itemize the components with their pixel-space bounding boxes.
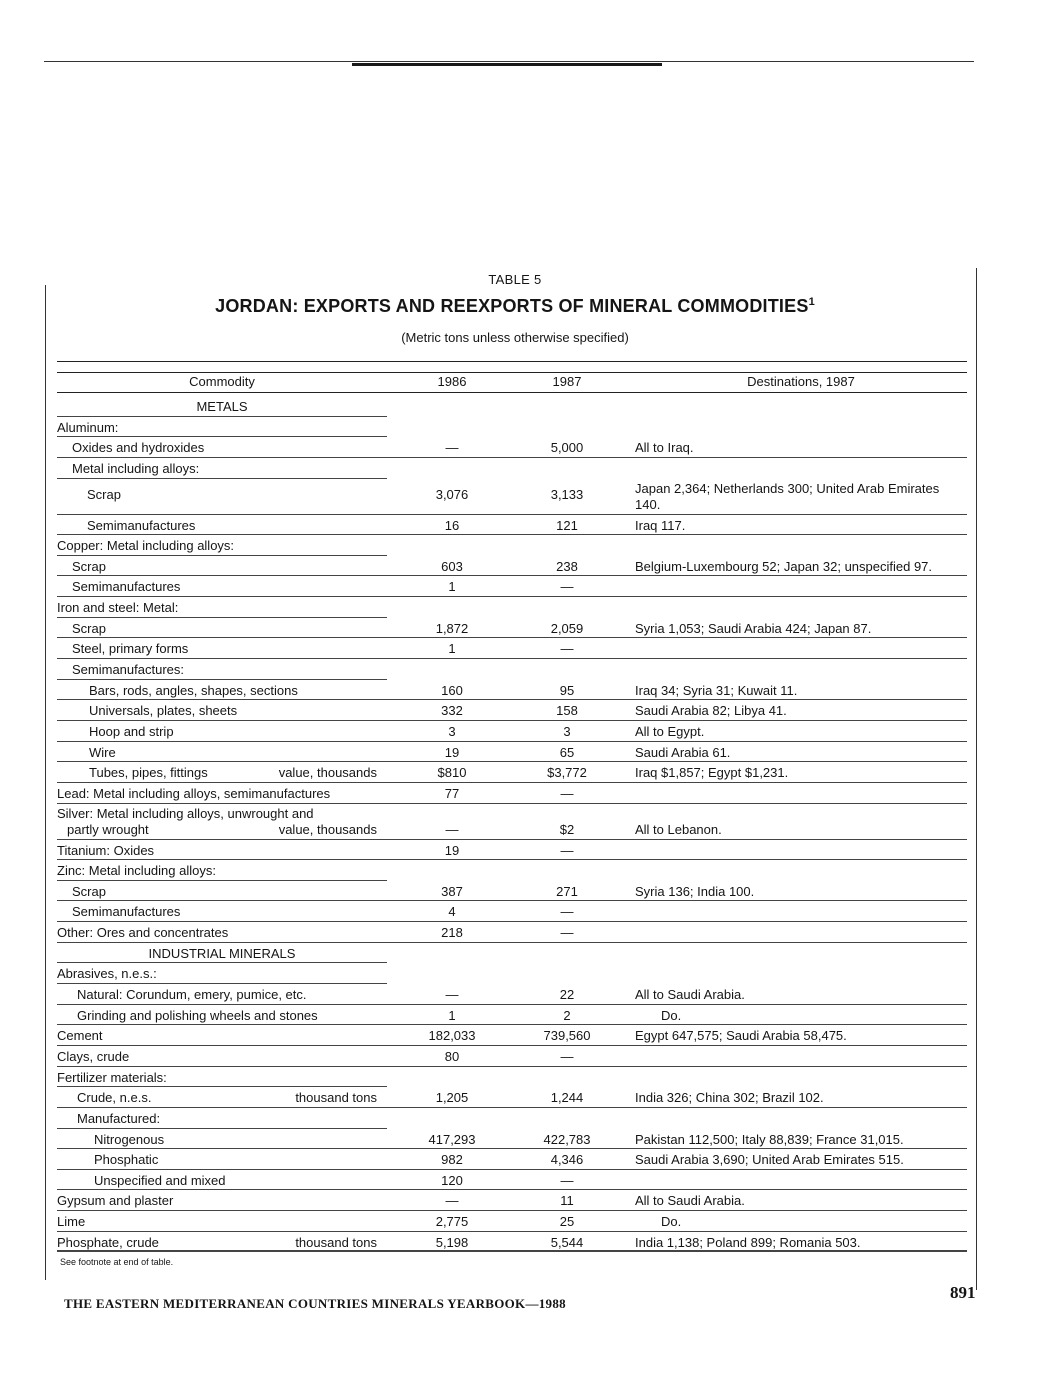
header-rule xyxy=(57,392,967,393)
frame-left-border xyxy=(45,285,46,1280)
value-1987: 422,783 xyxy=(543,1131,591,1147)
table-row xyxy=(57,597,967,618)
table-row xyxy=(57,963,967,984)
value-1987: 158 xyxy=(556,703,578,719)
value-1986: 387 xyxy=(441,883,463,899)
commodity-label: Semimanufactures xyxy=(72,579,181,595)
destinations: All to Saudi Arabia. xyxy=(635,1193,745,1209)
value-1986: — xyxy=(445,821,459,837)
unit-label: thousand tons xyxy=(295,1234,377,1250)
table-row xyxy=(57,1149,967,1170)
title-footnote-marker: 1 xyxy=(808,296,815,308)
table-row xyxy=(57,840,967,861)
table-row xyxy=(57,680,967,701)
value-1986: — xyxy=(445,1193,459,1209)
value-1986: 332 xyxy=(441,703,463,719)
commodity-label: Scrap xyxy=(72,558,106,574)
commodity-label: Universals, plates, sheets xyxy=(89,703,238,719)
commodity-label: Copper: Metal including alloys: xyxy=(57,538,235,554)
value-1987: — xyxy=(560,641,574,657)
table-row xyxy=(57,618,967,639)
value-1986: 182,033 xyxy=(428,1028,476,1044)
table-title-text: JORDAN: EXPORTS AND REEXPORTS OF MINERAL COMMODITIES xyxy=(215,296,809,316)
unit-label: value, thousands xyxy=(278,821,377,837)
value-1987: $3,772 xyxy=(547,765,587,781)
commodity-label: Semimanufactures xyxy=(72,904,181,920)
value-1986: 1 xyxy=(448,1007,456,1023)
value-1987: — xyxy=(560,1172,574,1188)
value-1987: 2,059 xyxy=(550,620,584,636)
commodity-label: Lead: Metal including alloys, semimanufactures xyxy=(57,785,331,801)
destinations: India 326; China 302; Brazil 102. xyxy=(635,1090,824,1106)
table-row xyxy=(57,535,967,556)
value-1986: 1 xyxy=(448,641,456,657)
value-1987: 121 xyxy=(556,517,578,533)
value-1987: 2 xyxy=(563,1007,571,1023)
table-row xyxy=(57,700,967,721)
value-1986: 3,076 xyxy=(435,486,469,502)
destinations: Saudi Arabia 61. xyxy=(635,744,731,760)
value-1986: 4 xyxy=(448,904,456,920)
commodity-label: Abrasives, n.e.s.: xyxy=(57,966,157,982)
table-row xyxy=(57,1087,967,1108)
commodity-label: Unspecified and mixed xyxy=(94,1172,226,1188)
value-1986: 2,775 xyxy=(435,1214,469,1230)
destinations: India 1,138; Poland 899; Romania 503. xyxy=(635,1234,861,1250)
table-row xyxy=(57,659,967,680)
commodity-label: Wire xyxy=(89,744,116,760)
table-row xyxy=(57,804,967,840)
table-row xyxy=(57,515,967,536)
top-rule xyxy=(44,61,974,62)
table-row xyxy=(57,1067,967,1088)
value-1987: 65 xyxy=(559,744,575,760)
table-row xyxy=(57,901,967,922)
value-1986: 19 xyxy=(444,842,460,858)
value-1986: 77 xyxy=(444,785,460,801)
table-body xyxy=(57,396,967,1252)
top-rule-thick xyxy=(352,63,662,66)
value-1987: $2 xyxy=(559,821,575,837)
value-1987: 3,133 xyxy=(550,486,584,502)
table-title xyxy=(0,296,1030,317)
value-1986: 160 xyxy=(441,682,463,698)
running-footer: THE EASTERN MEDITERRANEAN COUNTRIES MINERALS YEARBOOK—1988 xyxy=(64,1296,566,1311)
commodity-label: Semimanufactures: xyxy=(72,662,184,678)
commodity-label: Aluminum: xyxy=(57,419,119,435)
unit-label: value, thousands xyxy=(278,765,377,781)
commodity-label: Scrap xyxy=(72,620,106,636)
commodity-label: Tubes, pipes, fittings xyxy=(89,765,208,781)
commodity-label: Phosphatic xyxy=(94,1152,159,1168)
value-1987: 25 xyxy=(559,1214,575,1230)
value-1987: — xyxy=(560,579,574,595)
value-1987: 3 xyxy=(563,723,571,739)
value-1986: 120 xyxy=(441,1172,463,1188)
table-row xyxy=(57,396,967,417)
value-1987: — xyxy=(560,842,574,858)
table-row xyxy=(57,576,967,597)
table-row xyxy=(57,458,967,479)
commodity-label: Phosphate, crude xyxy=(57,1234,159,1250)
commodity-label: Cement xyxy=(57,1028,103,1044)
row-rule xyxy=(57,1250,967,1252)
destinations: Pakistan 112,500; Italy 88,839; France 31,015. xyxy=(635,1131,904,1147)
table-row xyxy=(57,742,967,763)
value-1987: 5,544 xyxy=(550,1234,584,1250)
destinations: All to Egypt. xyxy=(635,723,705,739)
destinations: Japan 2,364; Netherlands 300; United Arab Emirates 140. xyxy=(635,480,940,512)
table-row xyxy=(57,417,967,438)
commodity-label: Metal including alloys: xyxy=(72,460,200,476)
table-row xyxy=(57,556,967,577)
value-1987: 238 xyxy=(556,558,578,574)
destinations: Egypt 647,575; Saudi Arabia 58,475. xyxy=(635,1028,847,1044)
destinations: All to Iraq. xyxy=(635,440,694,456)
value-1986: 218 xyxy=(441,925,463,941)
destinations: Saudi Arabia 82; Libya 41. xyxy=(635,703,787,719)
commodity-label: Gypsum and plaster xyxy=(57,1193,174,1209)
table-row xyxy=(57,1046,967,1067)
table-row xyxy=(57,1108,967,1129)
col-header-commodity: Commodity xyxy=(189,374,255,389)
table-row xyxy=(57,1190,967,1211)
frame-right-border xyxy=(976,268,977,1290)
value-1987: — xyxy=(560,925,574,941)
value-1986: — xyxy=(445,440,459,456)
value-1987: 1,244 xyxy=(550,1090,584,1106)
value-1986: 603 xyxy=(441,558,463,574)
value-1986: 982 xyxy=(441,1152,463,1168)
value-1987: 739,560 xyxy=(543,1028,591,1044)
commodity-label-line1: Silver: Metal including alloys, unwrought and xyxy=(57,805,314,821)
value-1987: 271 xyxy=(556,883,578,899)
destinations: Iraq $1,857; Egypt $1,231. xyxy=(635,765,789,781)
destinations: All to Lebanon. xyxy=(635,821,722,837)
table-row xyxy=(57,1005,967,1026)
value-1987: — xyxy=(560,1048,574,1064)
table-top-rule xyxy=(57,361,967,362)
value-1986: 1,205 xyxy=(435,1090,469,1106)
table-row xyxy=(57,860,967,881)
footnote: See footnote at end of table. xyxy=(60,1257,174,1267)
value-1986: 16 xyxy=(444,517,460,533)
destinations: Saudi Arabia 3,690; United Arab Emirates 515. xyxy=(635,1152,904,1168)
value-1986: 1 xyxy=(448,579,456,595)
value-1986: 19 xyxy=(444,744,460,760)
commodity-label: Scrap xyxy=(87,486,121,502)
commodity-label: Grinding and polishing wheels and stones xyxy=(77,1007,318,1023)
table-row xyxy=(57,984,967,1005)
col-header-1987: 1987 xyxy=(552,374,582,389)
value-1987: 4,346 xyxy=(550,1152,584,1168)
destinations: Belgium-Luxembourg 52; Japan 32; unspecified 97. xyxy=(635,558,933,574)
value-1986: 417,293 xyxy=(428,1131,476,1147)
commodity-label: Nitrogenous xyxy=(94,1131,165,1147)
commodity-label: Fertilizer materials: xyxy=(57,1069,167,1085)
table-row xyxy=(57,783,967,804)
section-heading-industrial-minerals: INDUSTRIAL MINERALS xyxy=(148,945,296,961)
commodity-label: Natural: Corundum, emery, pumice, etc. xyxy=(77,987,307,1003)
value-1987: — xyxy=(560,904,574,920)
destinations: Iraq 34; Syria 31; Kuwait 11. xyxy=(635,682,798,698)
destinations: Do. xyxy=(661,1214,682,1230)
commodity-label: Lime xyxy=(57,1214,86,1230)
commodity-label: Hoop and strip xyxy=(89,723,174,739)
value-1986: 3 xyxy=(448,723,456,739)
commodity-label: Zinc: Metal including alloys: xyxy=(57,863,216,879)
commodity-label: Iron and steel: Metal: xyxy=(57,600,179,616)
commodity-label-line2: partly wrought xyxy=(67,821,149,837)
value-1987: 11 xyxy=(560,1193,574,1209)
value-1987: — xyxy=(560,785,574,801)
page-number: 891 xyxy=(950,1283,976,1302)
table-row xyxy=(57,1129,967,1150)
table-row xyxy=(57,881,967,902)
commodity-label: Manufactured: xyxy=(77,1110,161,1126)
table-row xyxy=(57,437,967,458)
table-row xyxy=(57,479,967,515)
table-row xyxy=(57,1025,967,1046)
destinations: All to Saudi Arabia. xyxy=(635,987,745,1003)
unit-label: thousand tons xyxy=(295,1090,377,1106)
destinations: Do. xyxy=(661,1007,682,1023)
destinations: Iraq 117. xyxy=(635,517,686,533)
commodity-label: Crude, n.e.s. xyxy=(77,1090,152,1106)
commodity-label: Titanium: Oxides xyxy=(57,842,155,858)
commodity-label: Semimanufactures xyxy=(87,517,196,533)
table-row xyxy=(57,721,967,742)
value-1987: 5,000 xyxy=(550,440,584,456)
destinations: Syria 136; India 100. xyxy=(635,883,755,899)
value-1986: — xyxy=(445,987,459,1003)
commodity-label: Other: Ores and concentrates xyxy=(57,925,229,941)
value-1987: 22 xyxy=(559,987,575,1003)
table-row xyxy=(57,1232,967,1253)
col-header-destinations: Destinations, 1987 xyxy=(747,374,855,389)
table-row xyxy=(57,1211,967,1232)
destinations: Syria 1,053; Saudi Arabia 424; Japan 87. xyxy=(635,620,872,636)
col-header-1986: 1986 xyxy=(437,374,467,389)
commodity-label: Clays, crude xyxy=(57,1048,130,1064)
table-row xyxy=(57,638,967,659)
table-row xyxy=(57,1170,967,1191)
commodity-label: Steel, primary forms xyxy=(72,641,189,657)
value-1986: 1,872 xyxy=(435,620,469,636)
commodity-label: Scrap xyxy=(72,883,106,899)
value-1986: 80 xyxy=(444,1048,460,1064)
table-label: TABLE 5 xyxy=(488,272,542,287)
table-row xyxy=(57,762,967,783)
commodity-label: Bars, rods, angles, shapes, sections xyxy=(89,682,298,698)
table-row xyxy=(57,922,967,943)
value-1986: 5,198 xyxy=(435,1234,469,1250)
table-row xyxy=(57,943,967,964)
table-top-rule-2 xyxy=(57,372,967,373)
section-heading-metals: METALS xyxy=(196,399,248,414)
value-1986: $810 xyxy=(437,765,467,781)
value-1987: 95 xyxy=(559,682,575,698)
commodity-label: Oxides and hydroxides xyxy=(72,440,205,456)
table-subtitle: (Metric tons unless otherwise specified) xyxy=(401,330,629,345)
